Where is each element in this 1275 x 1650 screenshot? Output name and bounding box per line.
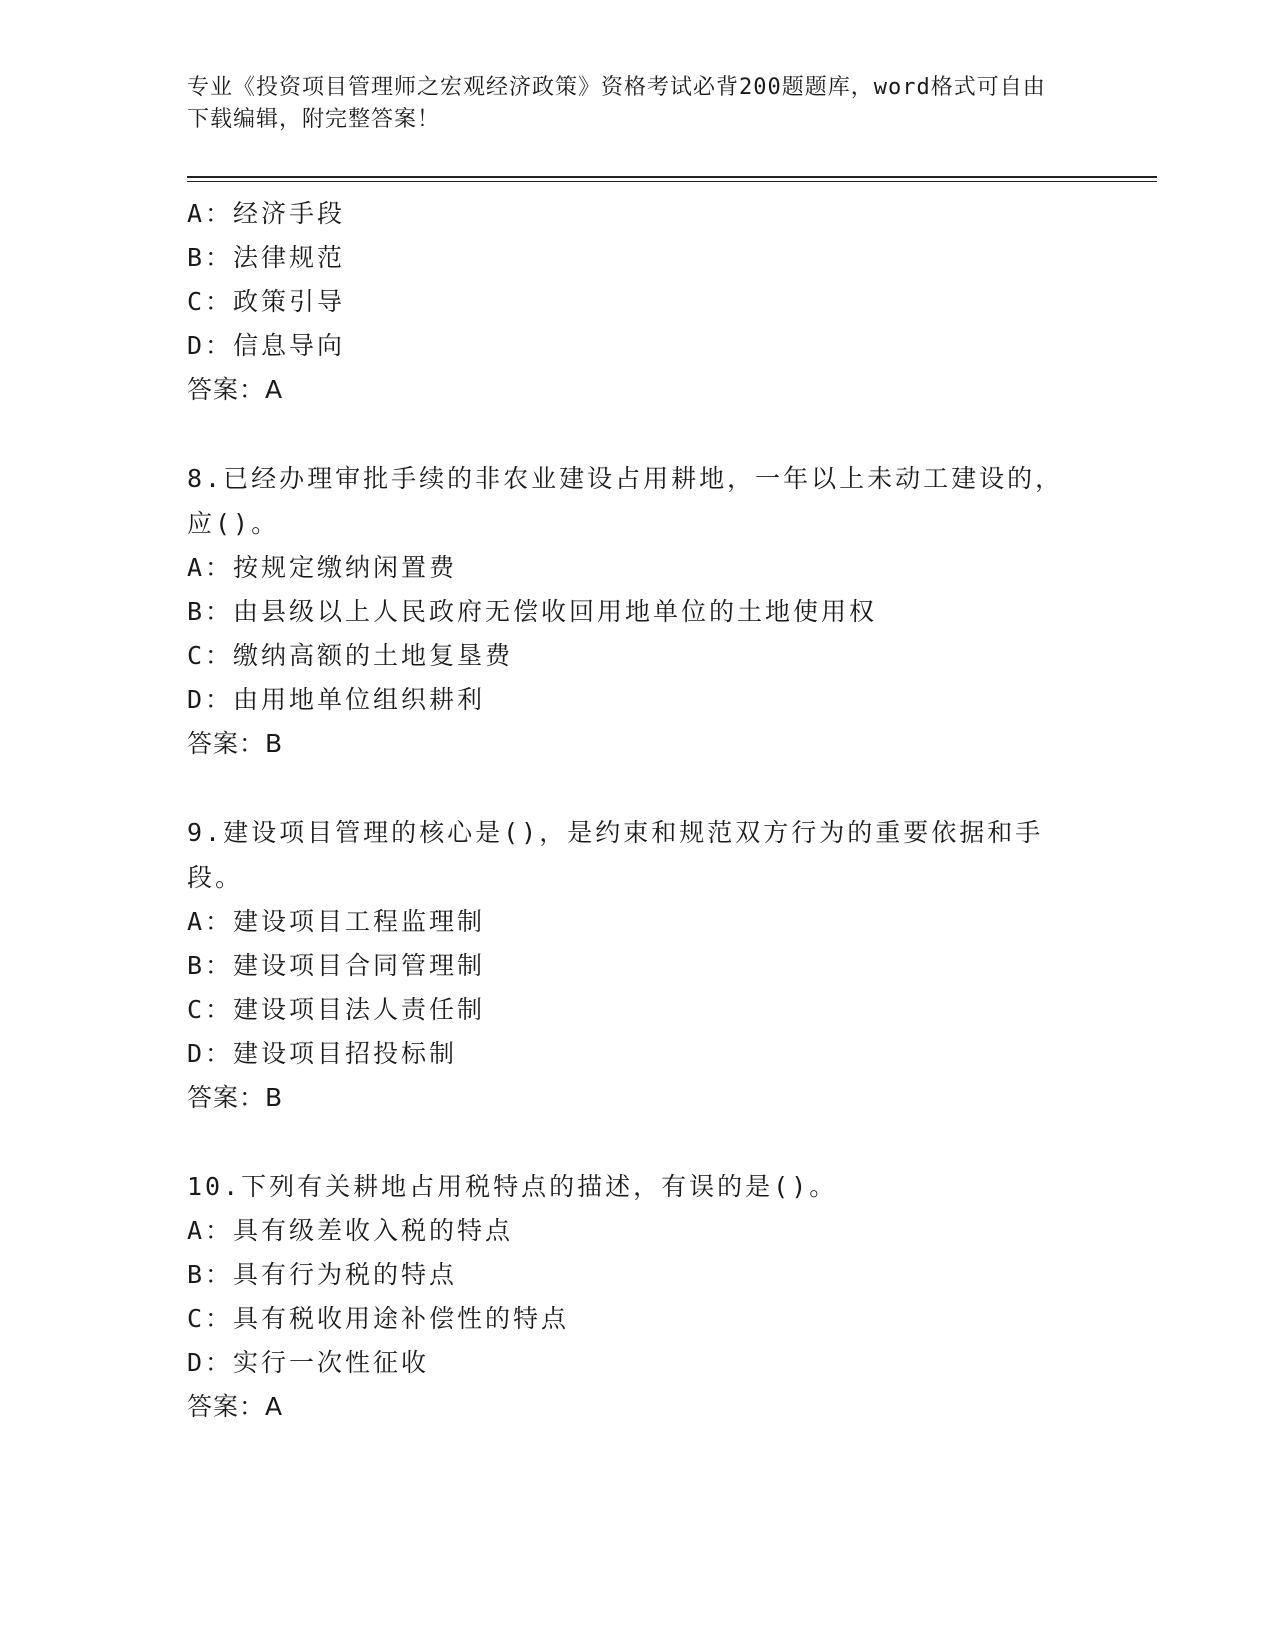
option-b: B：法律规范 [187,243,346,272]
option-b: B：具有行为税的特点 [187,1260,458,1289]
question-8-block [187,456,1157,766]
option-d: D：建设项目招投标制 [187,1039,458,1068]
answer-line: 答案：B [187,1083,284,1112]
question-7-block [187,192,1157,412]
option-d: D：由用地单位组织耕利 [187,685,486,714]
header-divider [187,176,1157,182]
option-a: A：经济手段 [187,199,346,228]
document-header-title: 专业《投资项目管理师之宏观经济政策》资格考试必背200题题库，word格式可自由下载编辑，附完整答案！ [187,75,1046,132]
option-c: C：政策引导 [187,287,346,316]
answer-line: 答案：A [187,1392,284,1421]
document-page [187,72,1157,1429]
question-text: 8.已经办理审批手续的非农业建设占用耕地，一年以上未动工建设的，应()。 [187,464,1064,538]
option-d: D：信息导向 [187,331,346,360]
option-a: A：具有级差收入税的特点 [187,1216,514,1245]
answer-line: 答案：B [187,729,284,758]
question-10-block [187,1164,1157,1429]
option-c: C：具有税收用途补偿性的特点 [187,1304,570,1333]
question-text: 10.下列有关耕地占用税特点的描述，有误的是()。 [187,1172,838,1201]
option-a: A：按规定缴纳闲置费 [187,553,458,582]
option-a: A：建设项目工程监理制 [187,907,486,936]
option-b: B：由县级以上人民政府无偿收回用地单位的土地使用权 [187,597,878,626]
option-c: C：建设项目法人责任制 [187,995,486,1024]
option-c: C：缴纳高额的土地复垦费 [187,641,514,670]
option-b: B：建设项目合同管理制 [187,951,486,980]
answer-line: 答案：A [187,375,284,404]
option-d: D：实行一次性征收 [187,1348,430,1377]
question-text: 9.建设项目管理的核心是()，是约束和规范双方行为的重要依据和手段。 [187,818,1044,892]
question-9-block [187,810,1157,1120]
